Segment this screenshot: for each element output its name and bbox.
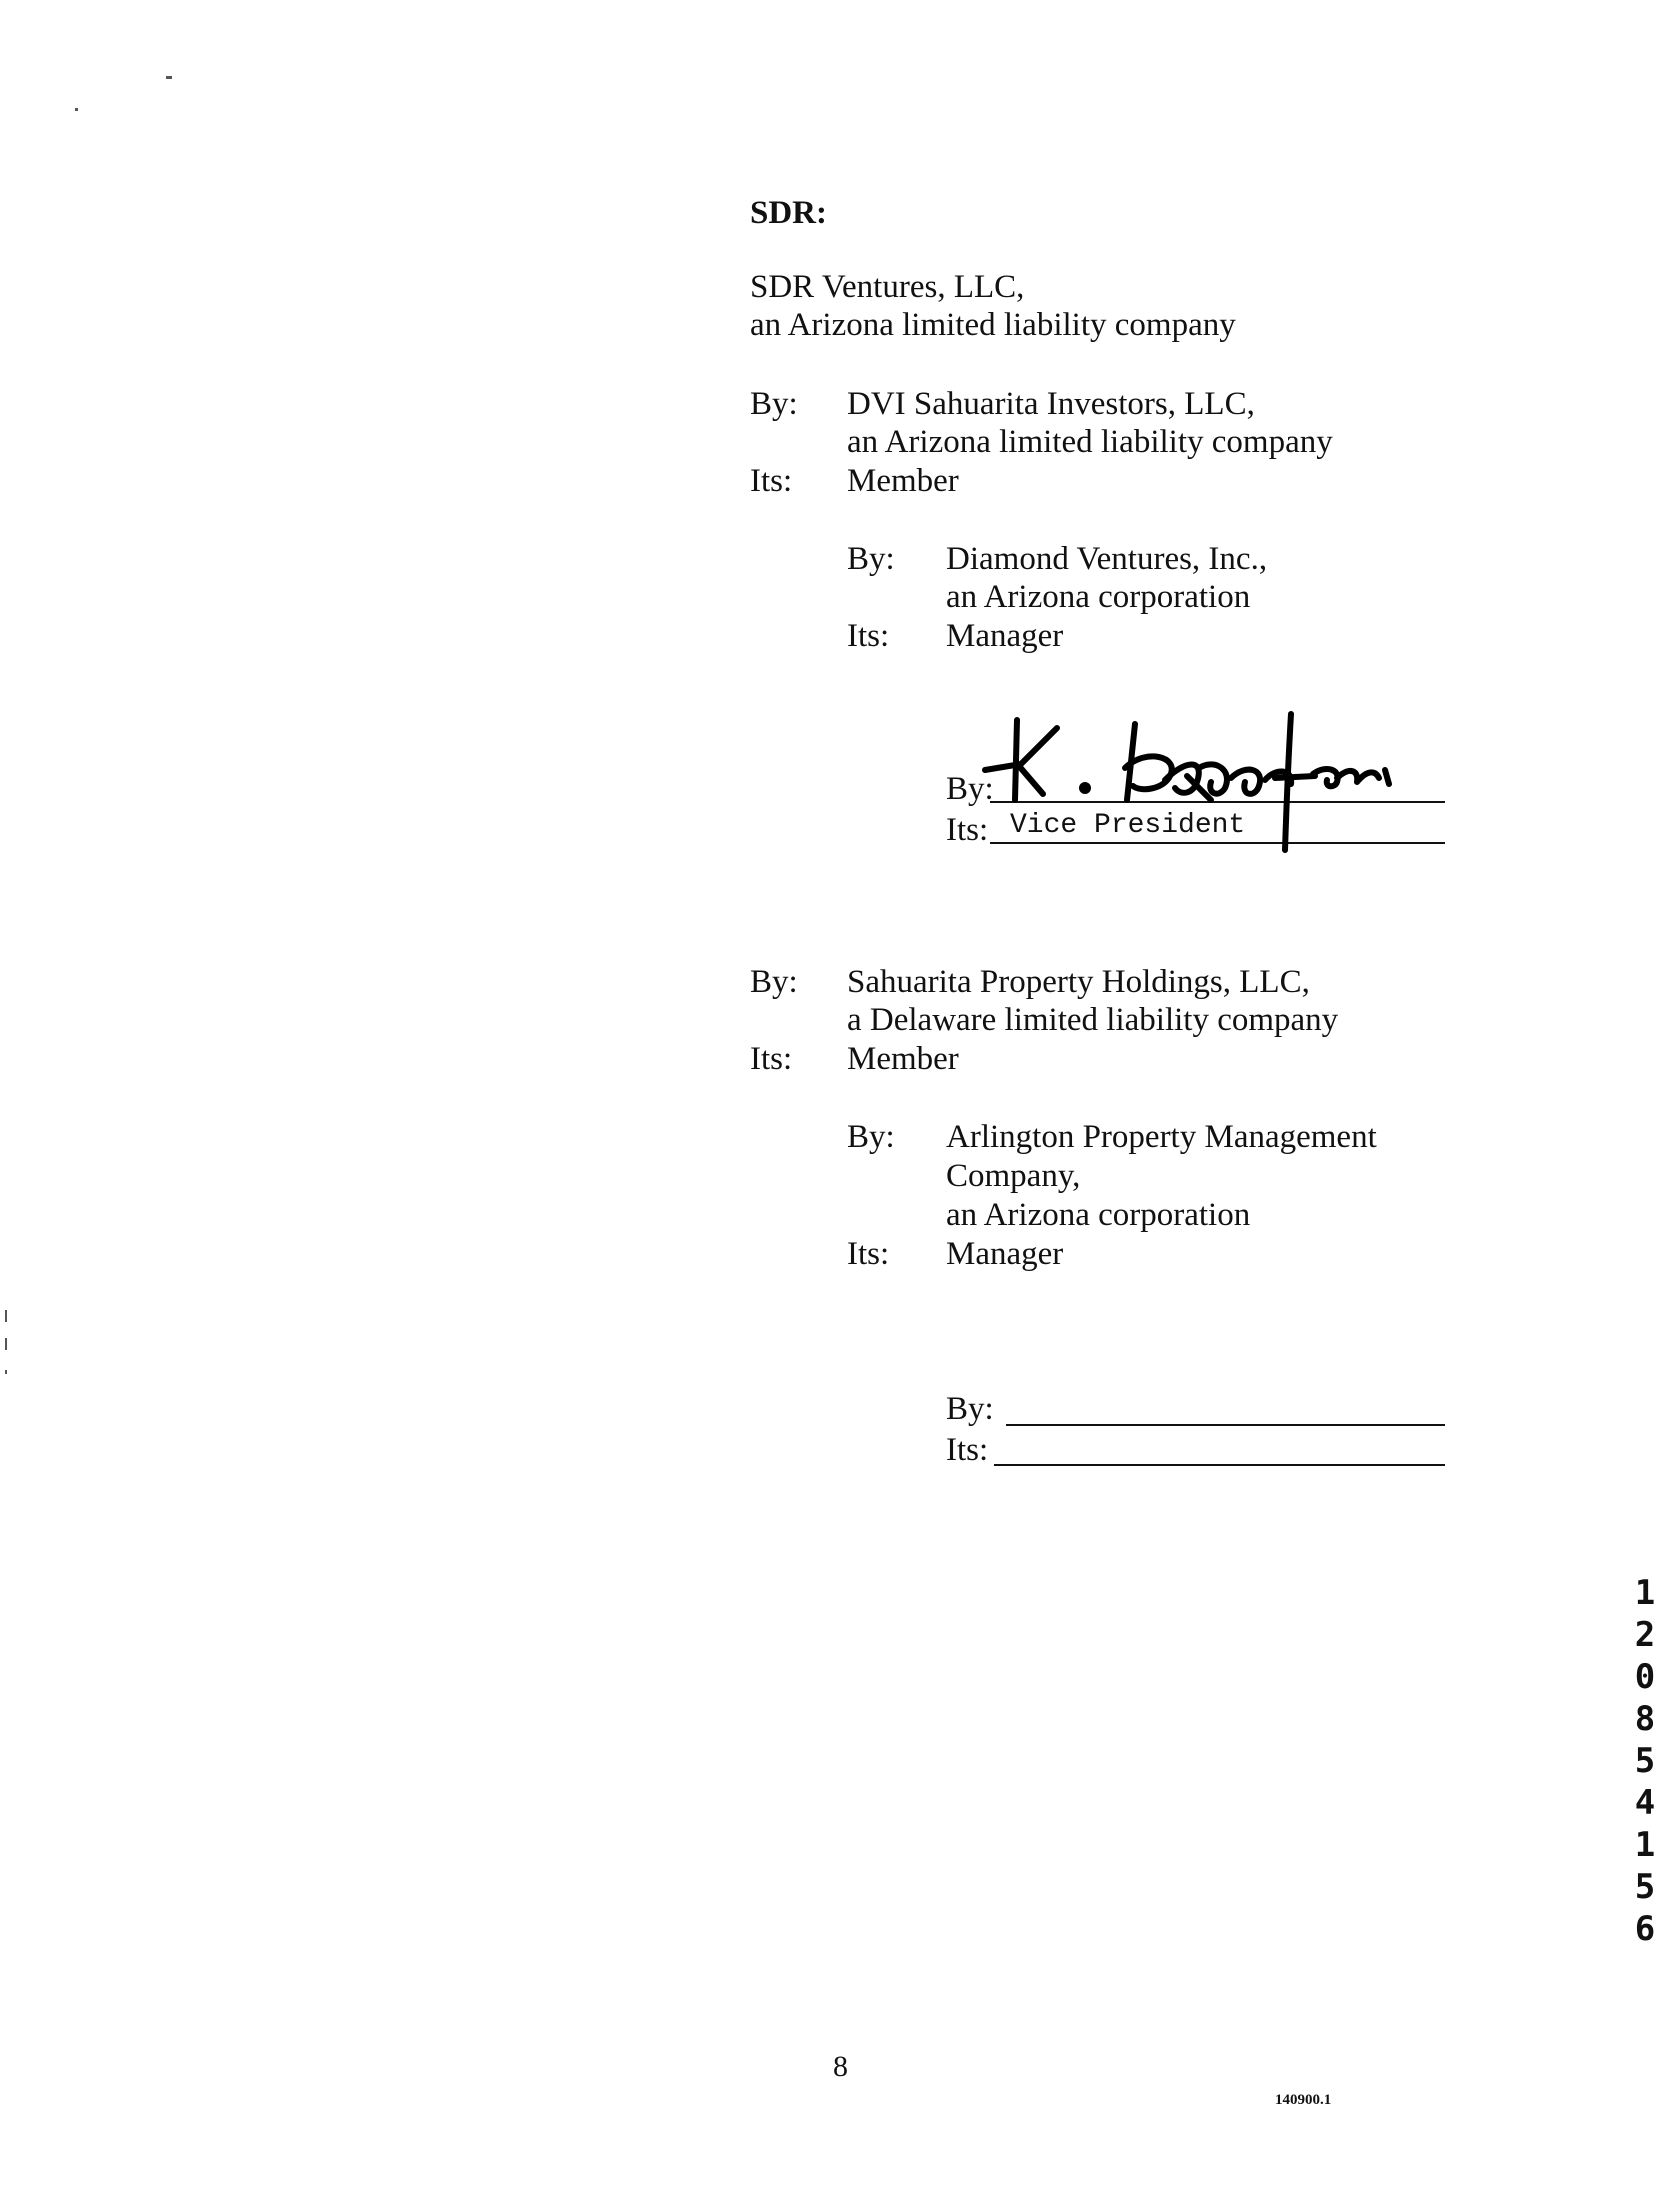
block1-sub-by-label: By: (847, 541, 895, 577)
block1-its-value: Member (847, 463, 959, 499)
entity-name: SDR Ventures, LLC, (750, 269, 1025, 305)
block2-sub-by-line1: Arlington Property Management (946, 1119, 1377, 1155)
side-recording-number: 12085 4156 (1634, 1573, 1656, 1949)
block2-sub-by-line3: an Arizona corporation (946, 1197, 1251, 1233)
sig1-its-value: Vice President (1010, 810, 1246, 841)
sig2-by-line (1006, 1424, 1445, 1426)
block2-its-label: Its: (750, 1041, 793, 1077)
block2-by-label: By: (750, 964, 798, 1000)
block2-sub-by-line2: Company, (946, 1158, 1081, 1194)
block1-sub-its-label: Its: (847, 618, 890, 654)
block1-sub-its-value: Manager (946, 618, 1064, 654)
block1-by-line2: an Arizona limited liability company (847, 424, 1333, 460)
sig1-by-label: By: (946, 771, 994, 807)
block2-sub-by-label: By: (847, 1119, 895, 1155)
document-code: 140900.1 (1275, 2092, 1332, 2108)
sig1-its-label: Its: (946, 812, 989, 848)
block2-by-line1: Sahuarita Property Holdings, LLC, (847, 964, 1310, 1000)
handwritten-signature (975, 708, 1405, 858)
block2-sub-its-label: Its: (847, 1236, 890, 1272)
sig2-its-label: Its: (946, 1432, 989, 1468)
block2-its-value: Member (847, 1041, 959, 1077)
sig2-its-line (994, 1464, 1445, 1466)
block2-sub-its-value: Manager (946, 1236, 1064, 1272)
block1-sub-by-line2: an Arizona corporation (946, 579, 1251, 615)
block1-sub-by-line1: Diamond Ventures, Inc., (946, 541, 1268, 577)
entity-description: an Arizona limited liability company (750, 307, 1236, 343)
block2-by-line2: a Delaware limited liability company (847, 1002, 1339, 1038)
block1-by-label: By: (750, 386, 798, 422)
section-heading: SDR: (750, 195, 828, 231)
block1-its-label: Its: (750, 463, 793, 499)
sig2-by-label: By: (946, 1391, 994, 1427)
block1-by-line1: DVI Sahuarita Investors, LLC, (847, 386, 1255, 422)
page-number: 8 (833, 2050, 848, 2083)
